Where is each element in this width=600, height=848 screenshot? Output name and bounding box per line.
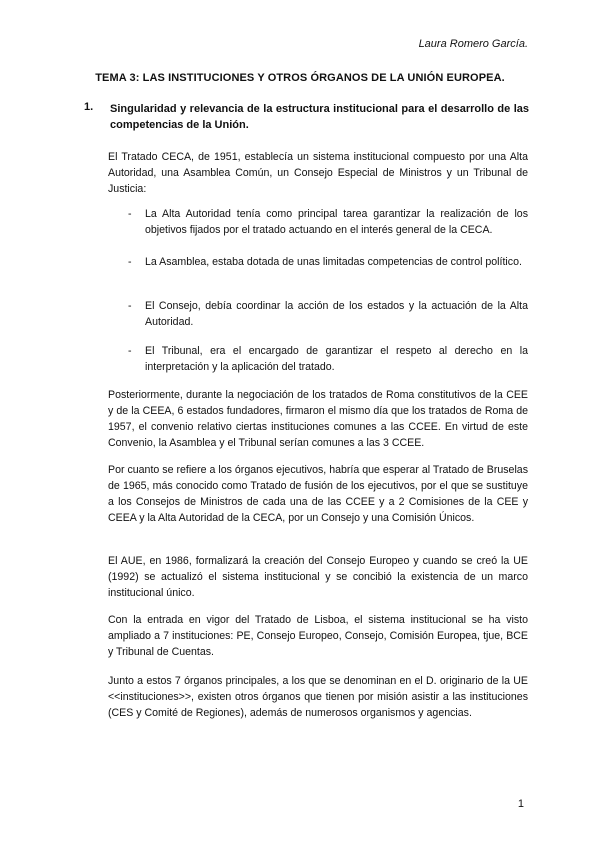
list-item-text: La Alta Autoridad tenía como principal tarea garantizar la realización de los objetivos fijados por el tratado actuando en el interés general de la CECA.	[145, 208, 528, 236]
paragraph-text: Por cuanto se refiere a los órganos ejecutivos, habría que esperar al Tratado de Bruselas de 1965, más conocido como Tratado de fusión de los ejecutivos, por el que se sustituye a los Consejos de Ministros de cada una de las CCEE y a 2 Comisiones de la CEE y CEEA y la Alta Autoridad de la CECA, por un Consejo y una Comisión Únicos.	[108, 464, 528, 524]
section-title: Singularidad y relevancia de la estructura institucional para el desarrollo de las competencias de la Unión.	[110, 103, 529, 131]
body-paragraph	[108, 673, 528, 721]
page-number: 1	[517, 798, 524, 810]
dash-bullet-icon: -	[128, 208, 132, 220]
body-paragraph	[108, 387, 528, 451]
body-paragraph	[108, 612, 528, 660]
section-heading	[84, 101, 529, 133]
intro-paragraph	[108, 149, 528, 197]
list-item	[128, 298, 528, 330]
paragraph-text: El AUE, en 1986, formalizará la creación del Consejo Europeo y cuando se creó la UE (1992) se actualizó el sistema institucional y se concibió la existencia de un marco institucional único.	[108, 555, 528, 599]
list-item	[128, 206, 528, 238]
body-paragraph	[108, 553, 528, 601]
author-name: Laura Romero García.	[418, 38, 528, 50]
list-item	[128, 254, 528, 270]
paragraph-text: Junto a estos 7 órganos principales, a los que se denominan en el D. originario de la UE <<instituciones>>, existen otros órganos que tienen por misión asistir a las instituciones (CES y Comité de Regiones), además de numerosos organismos y agencias.	[108, 675, 528, 719]
list-item-text: La Asamblea, estaba dotada de unas limitadas competencias de control político.	[145, 256, 522, 268]
dash-bullet-icon: -	[128, 345, 132, 357]
dash-bullet-icon: -	[128, 256, 132, 268]
section-number: 1.	[84, 101, 94, 113]
list-item-text: El Consejo, debía coordinar la acción de los estados y la actuación de la Alta Autoridad.	[145, 300, 528, 328]
paragraph-text: Posteriormente, durante la negociación de los tratados de Roma constitutivos de la CEE y de la CEEA, 6 estados fundadores, firmaron el mismo día que los tratados de Roma de 1957, el convenio relativo ciertas instituciones comunes a las CCEE. En virtud de este Convenio, la Asamblea y el Tribunal serían comunes a las 3 CCEE.	[108, 389, 528, 449]
dash-bullet-icon: -	[128, 300, 132, 312]
document-title: TEMA 3: LAS INSTITUCIONES Y OTROS ÓRGANOS DE LA UNIÓN EUROPEA.	[95, 72, 505, 84]
paragraph-text: Con la entrada en vigor del Tratado de Lisboa, el sistema institucional se ha visto ampliado a 7 instituciones: PE, Consejo Europeo, Consejo, Comisión Europea, tjue, BCE y Tribunal de Cuentas.	[108, 614, 528, 658]
body-paragraph	[108, 462, 528, 526]
list-item	[128, 343, 528, 375]
paragraph-text: El Tratado CECA, de 1951, establecía un sistema institucional compuesto por una Alta Autoridad, una Asamblea Común, un Consejo Especial de Ministros y un Tribunal de Justicia:	[108, 151, 528, 195]
list-item-text: El Tribunal, era el encargado de garantizar el respeto al derecho en la interpretación y la aplicación del tratado.	[145, 345, 528, 373]
